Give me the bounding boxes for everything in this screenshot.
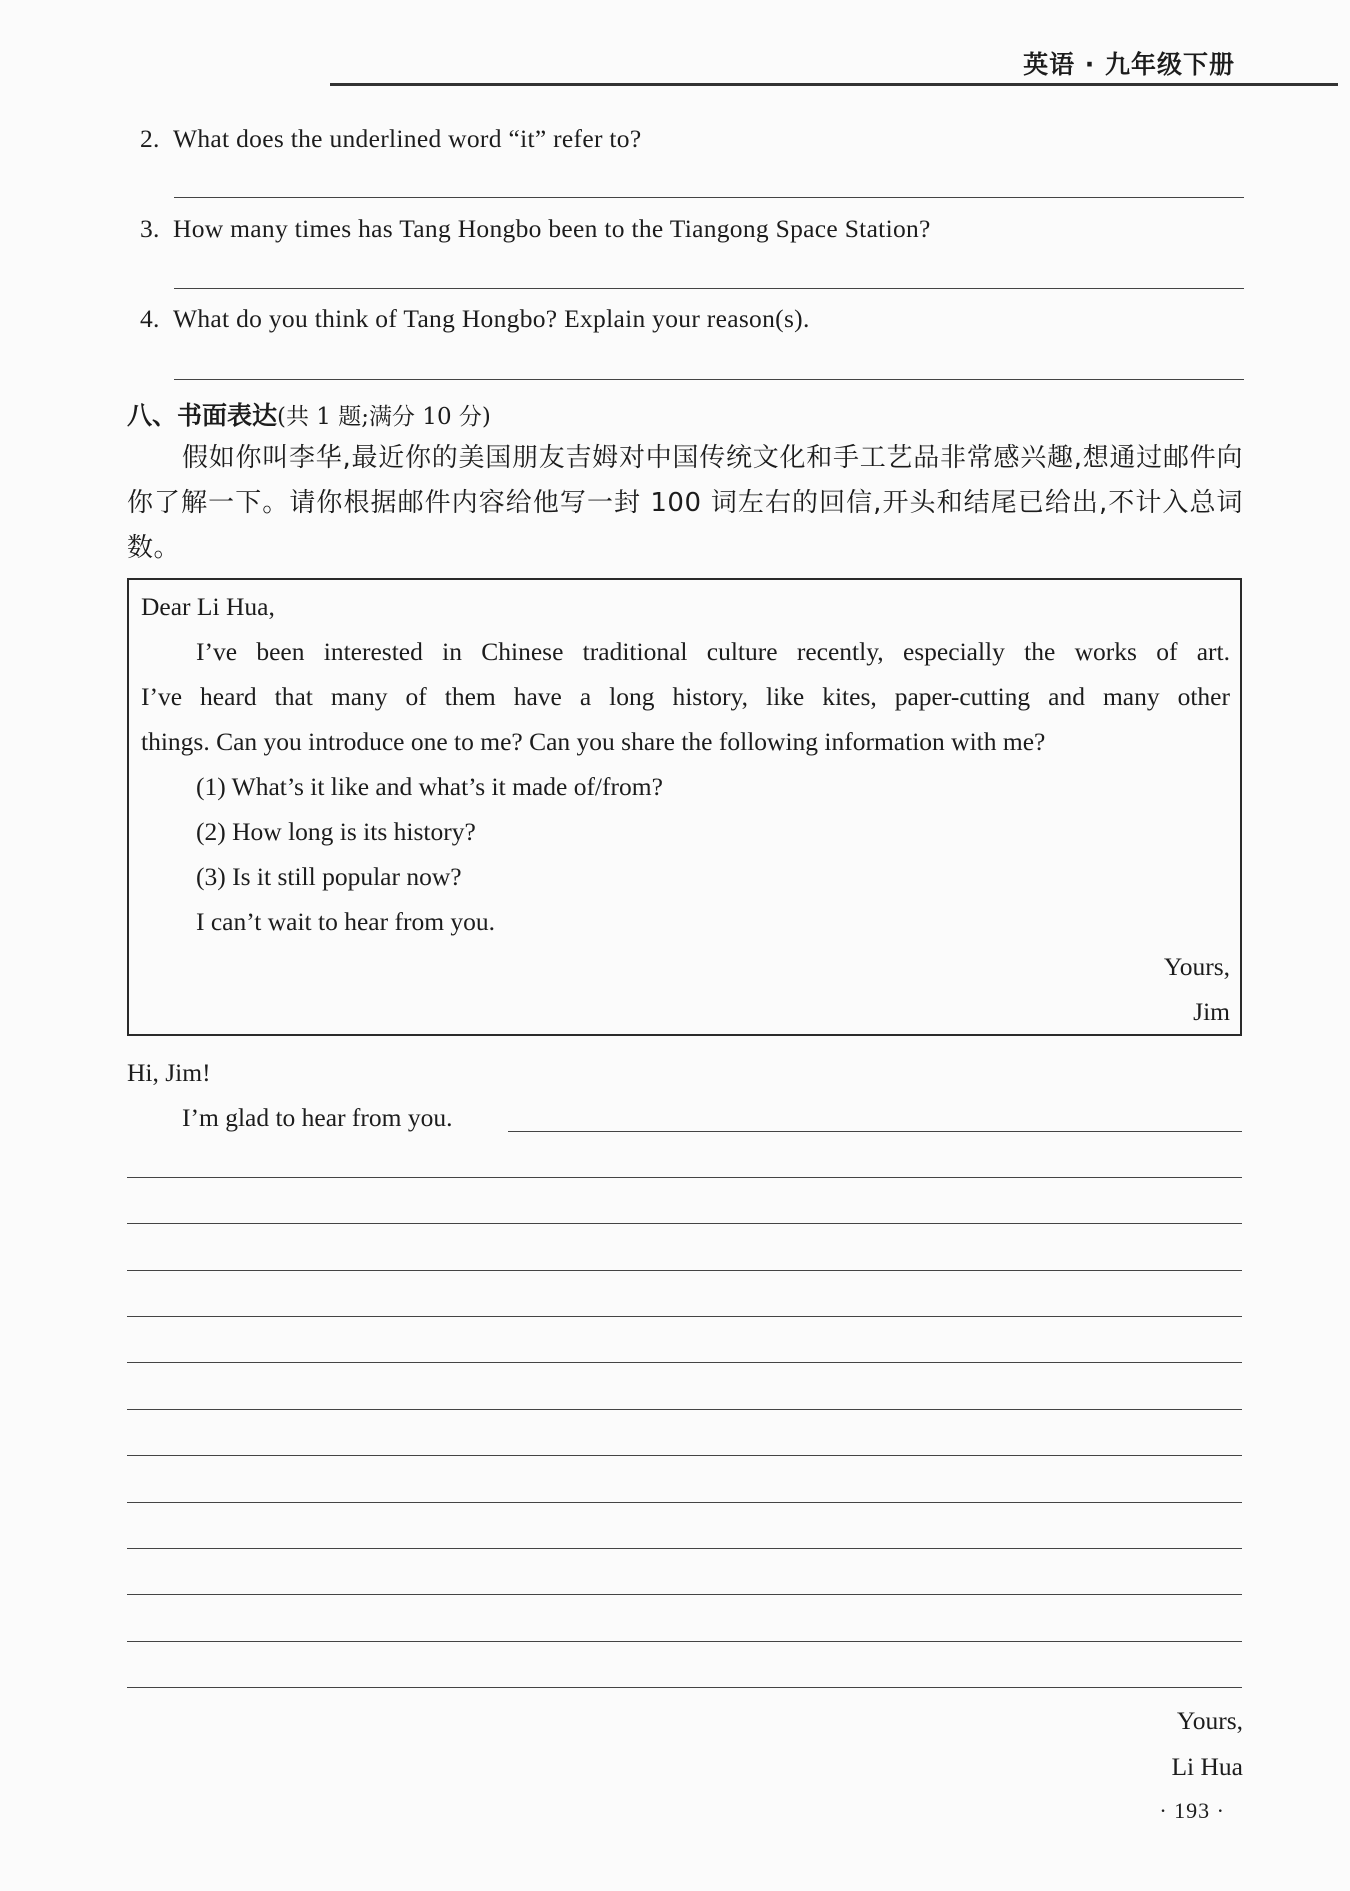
question-text: What do you think of Tang Hongbo? Explain your reason(s). (173, 304, 810, 333)
letter-signature: Jim (1193, 997, 1230, 1026)
writing-line[interactable] (127, 1362, 1242, 1363)
letter-body-line: things. Can you introduce one to me? Can you share the following information with me? (141, 727, 1046, 756)
reply-signoff: Yours, (1176, 1706, 1243, 1735)
writing-instructions: 假如你叫李华,最近你的美国朋友吉姆对中国传统文化和手工艺品非常感兴趣,想通过邮件向你了解一下。请你根据邮件内容给他写一封 100 词左右的回信,开头和结尾已给出,不计入总词数。 (127, 443, 1243, 563)
letter-question-item: (1) What’s it like and what’s it made of/from? (196, 772, 663, 801)
writing-line[interactable] (127, 1223, 1242, 1224)
writing-line[interactable] (127, 1455, 1242, 1456)
letter-question-item: (3) Is it still popular now? (196, 862, 462, 891)
question-text: What does the underlined word “it” refer to? (173, 124, 642, 153)
writing-line[interactable] (127, 1548, 1242, 1549)
question-4 (140, 304, 810, 334)
reply-signature: Li Hua (1171, 1752, 1243, 1781)
writing-line[interactable] (127, 1270, 1242, 1271)
writing-line[interactable] (127, 1409, 1242, 1410)
question-2 (140, 124, 641, 154)
letter-greeting: Dear Li Hua, (141, 592, 275, 621)
writing-line[interactable] (127, 1687, 1242, 1688)
writing-line[interactable] (127, 1177, 1242, 1178)
section-title (127, 396, 491, 432)
reply-opening: I’m glad to hear from you. (182, 1103, 453, 1132)
page-number: · 193 · (1159, 1798, 1225, 1823)
answer-line-q3[interactable] (174, 288, 1244, 289)
writing-line[interactable] (127, 1594, 1242, 1595)
section-heading: 八、书面表达 (127, 401, 278, 430)
letter-closing-line: I can’t wait to hear from you. (196, 907, 496, 936)
answer-line-q4[interactable] (174, 379, 1244, 380)
question-text: How many times has Tang Hongbo been to the Tiangong Space Station? (173, 214, 931, 243)
page-header-title: 英语 · 九年级下册 (1023, 50, 1235, 79)
letter-question-item: (2) How long is its history? (196, 817, 476, 846)
header-rule (330, 83, 1338, 86)
question-number: 4. (140, 304, 160, 333)
letter-body-line: I’ve heard that many of them have a long history, like kites, paper-cutting and many other (141, 682, 1230, 711)
letter-body-line: I’ve been interested in Chinese traditional culture recently, especially the works of art. (196, 637, 1230, 666)
letter-signoff: Yours, (1163, 952, 1230, 981)
question-number: 3. (140, 214, 160, 243)
question-3 (140, 214, 931, 244)
reply-greeting: Hi, Jim! (127, 1058, 211, 1087)
answer-line-q2[interactable] (174, 197, 1244, 198)
question-number: 2. (140, 124, 160, 153)
writing-line[interactable] (127, 1502, 1242, 1503)
writing-line[interactable] (127, 1641, 1242, 1642)
writing-line[interactable] (127, 1316, 1242, 1317)
writing-line[interactable] (508, 1131, 1242, 1132)
section-score-note: (共 1 题;满分 10 分) (277, 404, 491, 430)
